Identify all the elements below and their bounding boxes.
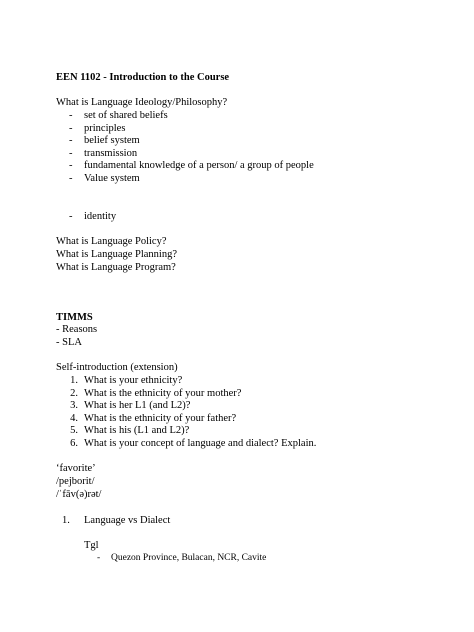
list-number: 5. <box>70 425 78 436</box>
section-heading: Language vs Dialect <box>84 515 171 526</box>
list-item: Value system <box>84 173 140 184</box>
list-item: - Reasons <box>56 324 98 335</box>
list-item: transmission <box>84 148 138 159</box>
list-number: 4. <box>70 413 78 424</box>
list-item: What is her L1 (and L2)? <box>84 400 191 411</box>
bullet-dash: - <box>69 160 73 171</box>
word-phonemic: /pejborit/ <box>56 476 95 487</box>
list-item: set of shared beliefs <box>84 110 168 121</box>
bullet-dash: - <box>69 148 73 159</box>
bullet-dash: - <box>69 173 73 184</box>
list-item: Quezon Province, Bulacan, NCR, Cavite <box>111 553 267 563</box>
program-question: What is Language Program? <box>56 262 176 273</box>
timms-heading: TIMMS <box>56 312 93 323</box>
section-number: 1. <box>62 515 70 526</box>
list-item: What is your ethnicity? <box>84 375 183 386</box>
list-number: 1. <box>70 375 78 386</box>
document-title: EEN 1102 - Introduction to the Course <box>56 72 230 83</box>
list-item: What is the ethnicity of your mother? <box>84 388 242 399</box>
word-phonetic: /ˈfāv(ə)rət/ <box>56 489 102 500</box>
list-item: - SLA <box>56 337 82 348</box>
list-item: principles <box>84 123 126 134</box>
self-intro-heading: Self-introduction (extension) <box>56 362 178 373</box>
planning-question: What is Language Planning? <box>56 249 178 260</box>
list-item: belief system <box>84 135 140 146</box>
bullet-dash: - <box>69 123 73 134</box>
bullet-dash: - <box>69 135 73 146</box>
policy-question: What is Language Policy? <box>56 236 167 247</box>
list-number: 6. <box>70 438 78 449</box>
list-number: 3. <box>70 400 78 411</box>
list-item: What is your concept of language and dialect? Explain. <box>84 438 317 449</box>
bullet-dash: - <box>69 110 73 121</box>
ideology-question: What is Language Ideology/Philosophy? <box>56 97 228 108</box>
word-quoted: ‘favorite’ <box>56 463 96 474</box>
subsection-label: Tgl <box>84 540 99 551</box>
list-item: identity <box>84 211 117 222</box>
list-item: What is the ethnicity of your father? <box>84 413 237 424</box>
bullet-dash: - <box>97 553 101 563</box>
list-number: 2. <box>70 388 78 399</box>
list-item: What is his (L1 and L2)? <box>84 425 190 436</box>
list-item: fundamental knowledge of a person/ a group of people <box>84 160 314 171</box>
bullet-dash: - <box>69 211 73 222</box>
